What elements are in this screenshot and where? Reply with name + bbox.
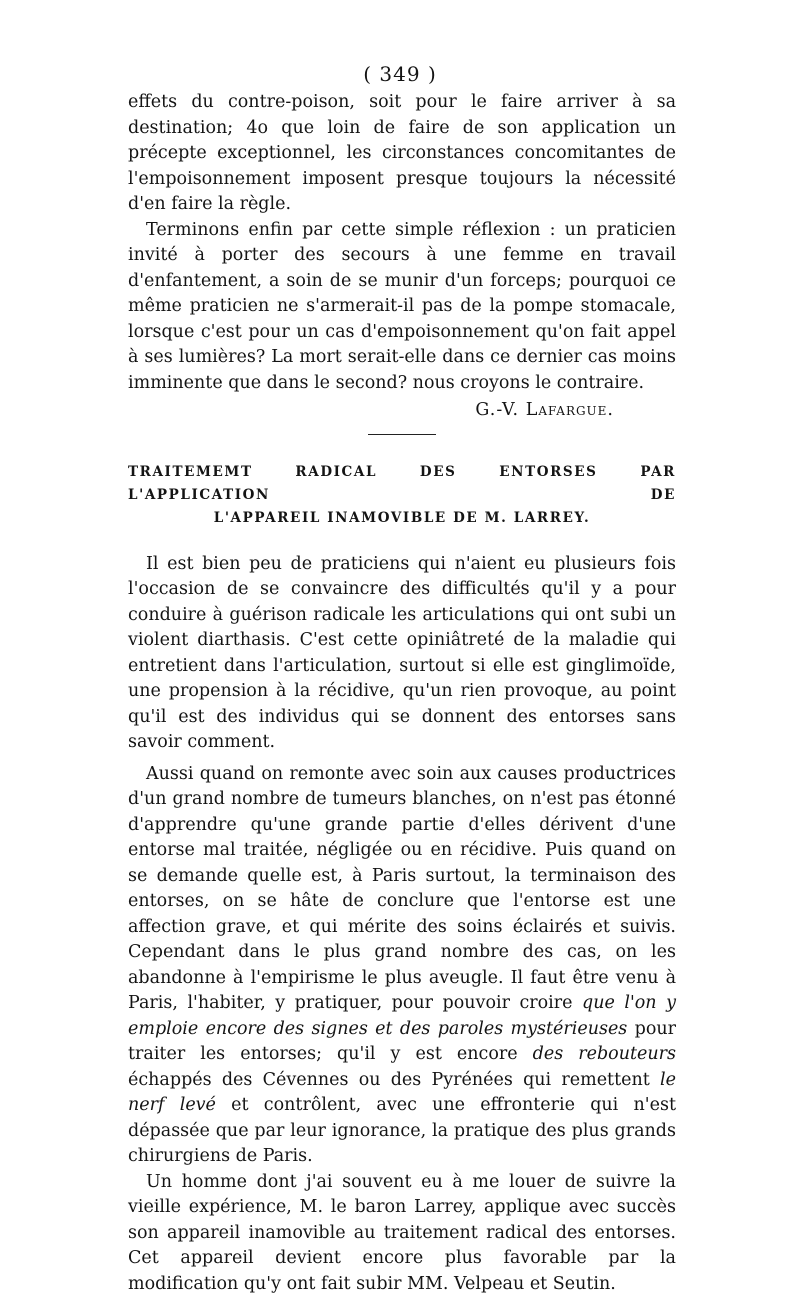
- article-title-line-1: TRAITEMEMT RADICAL DES ENTORSES PAR L'APPLICATION DE: [128, 461, 676, 507]
- p2-text-c: échappés des Cévennes ou des Pyrénées qui remettent: [128, 1070, 650, 1090]
- article-title-line-2: L'APPAREIL INAMOVIBLE DE M. LARREY.: [128, 507, 676, 530]
- intro-paragraph-continued: effets du contre-poison, soit pour le faire arriver à sa destination; 4o que loin de faire de son application un précepte exceptionnel, les circonstances concomitantes de l'empoisonnement imposent presque toujours la nécessité d'en faire la règle.: [128, 90, 676, 218]
- text-column: [128, 90, 676, 1297]
- section-divider: [368, 434, 436, 435]
- intro-paragraph-conclusion: Terminons enfin par cette simple réflexion : un praticien invité à porter des secours à une femme en travail d'enfantement, a soin de se munir d'un forceps; pourquoi ce même praticien ne s'armerait-il pas de la pompe stomacale, lorsque c'est pour un cas d'empoisonnement qu'on fait appel à ses lumières? La mort serait-elle dans ce dernier cas moins imminente que dans le second? nous croyons le contraire.: [128, 218, 676, 397]
- p2-text-d: et contrôlent, avec une effronterie qui n'est dépassée que par leur ignorance, la pratique des plus grands chirurgiens de Paris.: [128, 1095, 676, 1166]
- p2-text-b: pour traiter les entorses; qu'il y est encore: [128, 1019, 676, 1065]
- page-number: ( 349 ): [0, 62, 800, 86]
- p2-italic-2: des rebouteurs: [533, 1044, 676, 1064]
- article-title: [128, 461, 676, 530]
- article-paragraph-3: Un homme dont j'ai souvent eu à me louer de suivre la vieille expérience, M. le baron Larrey, applique avec succès son appareil inamovible au traitement radical des entorses. Cet appareil devient encore plus favorable par la modification qu'y ont fait subir MM. Velpeau et Seutin.: [128, 1170, 676, 1297]
- p2-italic-1: que l'on y emploie encore des signes et des paroles mystérieuses: [128, 993, 676, 1039]
- author-signature: [128, 398, 676, 424]
- p2-text-a: Aussi quand on remonte avec soin aux causes productrices d'un grand nombre de tumeurs blanches, on n'est pas étonné d'apprendre qu'une grande partie d'elles dérivent d'une entorse mal traitée, négligée ou en récidive. Puis quand on se demande quelle est, à Paris surtout, la terminaison des entorses, on se hâte de conclure que l'entorse est une affection grave, et qui mérite des soins éclairés et suivis. Cependant dans le plus grand nombre des cas, on les abandonne à l'empirisme le plus aveugle. Il faut être venu à Paris, l'habiter, y pratiquer, pour pouvoir croire: [128, 764, 676, 1014]
- signature-initials: G.-V.: [475, 400, 519, 420]
- article-paragraph-2: [128, 762, 676, 1170]
- signature-name: Lafargue.: [526, 400, 614, 420]
- article-paragraph-1: Il est bien peu de praticiens qui n'aient eu plusieurs fois l'occasion de se convaincre des difficultés qu'il y a pour conduire à guérison radicale les articulations qui ont subi un violent diarthasis. C'est cette opiniâtreté de la maladie qui entretient dans l'articulation, surtout si elle est ginglimoïde, une propension à la récidive, qu'un rien provoque, au point qu'il est des individus qui se donnent des entorses sans savoir comment.: [128, 552, 676, 756]
- p2-italic-3: le nerf levé: [128, 1070, 676, 1116]
